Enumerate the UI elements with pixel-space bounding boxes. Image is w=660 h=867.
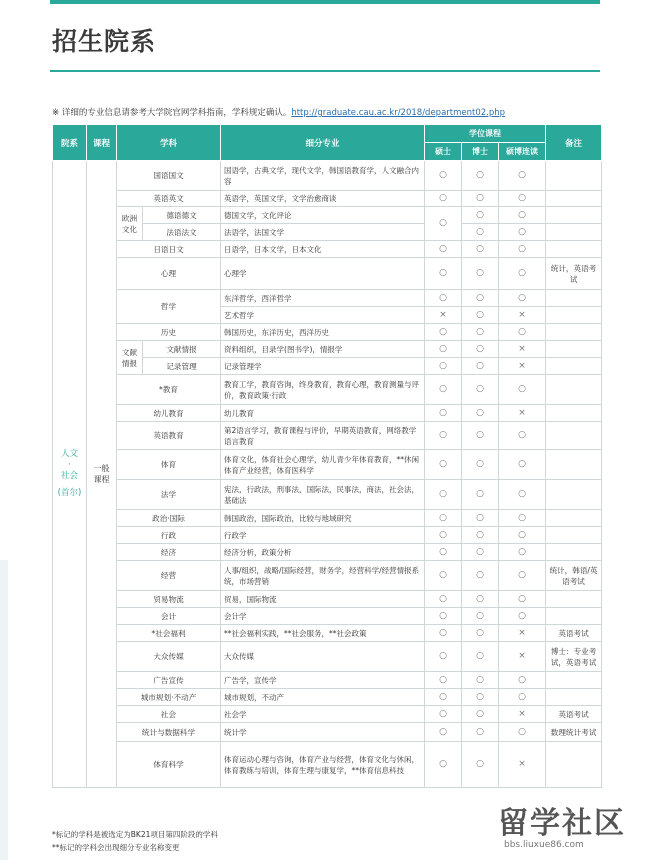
watermark-logo: 留学社区 — [498, 806, 626, 841]
detail-cell: 法语学，法国文学 — [221, 224, 425, 241]
header-master: 硕士 — [425, 143, 462, 161]
header-subject: 学科 — [117, 125, 221, 161]
subject-cell: 法学 — [117, 480, 221, 510]
subject-cell: 英语教育 — [117, 422, 221, 450]
table-row — [53, 341, 602, 358]
remark-cell — [546, 290, 602, 307]
integrated-mark: × — [499, 307, 546, 324]
integrated-mark: ○ — [499, 375, 546, 405]
master-mark: ○ — [425, 341, 462, 358]
remark-cell — [546, 161, 602, 191]
table-row — [53, 375, 602, 405]
subject-cell: 贸易物流 — [117, 591, 221, 608]
master-mark: ○ — [425, 672, 462, 689]
detail-cell: 韩国历史，东洋历史，西洋历史 — [221, 324, 425, 341]
remark-cell: 统计，英语考试 — [546, 258, 602, 290]
master-mark: ○ — [425, 422, 462, 450]
subject-cell: 体育科学 — [117, 742, 221, 788]
remark-cell — [546, 591, 602, 608]
integrated-mark: ○ — [499, 258, 546, 290]
header-integrated: 硕博连读 — [499, 143, 546, 161]
detail-cell: 幼儿教育 — [221, 405, 425, 422]
integrated-mark: ○ — [499, 723, 546, 742]
college-label-1: 人文 — [60, 449, 78, 459]
doctor-mark: ○ — [462, 561, 499, 591]
table-row — [53, 742, 602, 788]
detail-cell: 经济分析，政策分析 — [221, 544, 425, 561]
subject-cell: 经济 — [117, 544, 221, 561]
subject-cell: 广告宣传 — [117, 672, 221, 689]
detail-cell: 城市规划，不动产 — [221, 689, 425, 706]
detail-cell: 贸易，国际物流 — [221, 591, 425, 608]
master-mark: ○ — [425, 544, 462, 561]
table-row — [53, 450, 602, 480]
master-mark: ○ — [425, 258, 462, 290]
detail-cell: 行政学 — [221, 527, 425, 544]
doctor-mark: ○ — [462, 224, 499, 241]
header-detail: 细分专业 — [221, 125, 425, 161]
doctor-mark: ○ — [462, 625, 499, 642]
detail-cell: 艺术哲学 — [221, 307, 425, 324]
detail-cell: 第2语言学习，教育课程与评价，早期英语教育，网络教学语言教育 — [221, 422, 425, 450]
remark-cell: 英语考试 — [546, 625, 602, 642]
subject-cell: 记录管理 — [143, 358, 221, 375]
detail-cell: 心理学 — [221, 258, 425, 290]
subject-cell: 法语法文 — [143, 224, 221, 241]
subject-cell: 大众传媒 — [117, 642, 221, 672]
detail-cell: 统计学 — [221, 723, 425, 742]
integrated-mark: × — [499, 706, 546, 723]
table-row — [53, 161, 602, 191]
detail-cell: 体育运动心理与咨询，体育产业与经营，体育文化与休闲，体育教练与培训，体育生理与康复学，**体育信息科技 — [221, 742, 425, 788]
remark-cell — [546, 527, 602, 544]
subject-cell: 国语国文 — [117, 161, 221, 191]
watermark — [498, 798, 626, 850]
course-cell — [87, 161, 117, 788]
doctor-mark: ○ — [462, 422, 499, 450]
detail-cell: 广告学，宣传学 — [221, 672, 425, 689]
footnotes — [52, 828, 218, 854]
doctor-mark: ○ — [462, 358, 499, 375]
table-row — [53, 510, 602, 527]
table-row — [53, 258, 602, 290]
table-row — [53, 706, 602, 723]
remark-cell — [546, 341, 602, 358]
remark-cell — [546, 450, 602, 480]
subject-cell: 经营 — [117, 561, 221, 591]
detail-cell: 社会学 — [221, 706, 425, 723]
master-mark: ○ — [425, 161, 462, 191]
table-row — [53, 480, 602, 510]
integrated-mark: ○ — [499, 510, 546, 527]
integrated-mark: ○ — [499, 191, 546, 207]
detail-cell: 东洋哲学，西洋哲学 — [221, 290, 425, 307]
table-row — [53, 672, 602, 689]
doctor-mark: ○ — [462, 672, 499, 689]
master-mark: × — [425, 307, 462, 324]
detail-cell: 日语学，日本文学，日本文化 — [221, 241, 425, 258]
department-link[interactable]: http://graduate.cau.ac.kr/2018/department02.php — [291, 108, 506, 118]
subject-cell: 体育 — [117, 450, 221, 480]
department-table — [52, 124, 602, 788]
doctor-mark: ○ — [462, 241, 499, 258]
page-title: 招生院系 — [52, 27, 157, 56]
detail-cell: 体育文化，体育社会心理学，幼儿青少年体育教育，**休闲体育产业经营，体育医科学 — [221, 450, 425, 480]
doctor-mark: ○ — [462, 689, 499, 706]
subject-cell: 德语德文 — [143, 207, 221, 224]
table-row — [53, 591, 602, 608]
remark-cell — [546, 207, 602, 224]
top-accent-rule — [50, 0, 600, 4]
master-mark: ○ — [425, 241, 462, 258]
detail-cell: 国语学，古典文学，现代文学，韩国语教育学，人文融合内容 — [221, 161, 425, 191]
master-mark: ○ — [425, 358, 462, 375]
info-note-text: ※ 详细的专业信息请参考大学院官网学科指南，学科规定确认。 — [52, 108, 292, 118]
subject-cell: 历史 — [117, 324, 221, 341]
left-edge-strip — [0, 560, 8, 860]
integrated-mark: × — [499, 341, 546, 358]
detail-cell: 德国文学，文化评论 — [221, 207, 425, 224]
course-label-1: 一般 — [93, 464, 110, 473]
subject-cell: 哲学 — [117, 290, 221, 324]
integrated-mark: × — [499, 742, 546, 788]
master-mark: ○ — [425, 375, 462, 405]
detail-cell: 资料组织，目录学(图书学)，情报学 — [221, 341, 425, 358]
integrated-mark: ○ — [499, 422, 546, 450]
detail-cell: 人事/组织，战略/国际经营，财务学，经营科学/经营情报系统，市场营销 — [221, 561, 425, 591]
table-row — [53, 544, 602, 561]
subject-cell: 会计 — [117, 608, 221, 625]
subject-cell: *社会福利 — [117, 625, 221, 642]
table-row — [53, 689, 602, 706]
doctor-mark: ○ — [462, 191, 499, 207]
integrated-mark: ○ — [499, 290, 546, 307]
integrated-mark: ○ — [499, 527, 546, 544]
group-cell: 文献情报 — [117, 341, 143, 375]
master-mark: ○ — [425, 625, 462, 642]
integrated-mark: ○ — [499, 544, 546, 561]
integrated-mark: × — [499, 405, 546, 422]
doctor-mark: ○ — [462, 527, 499, 544]
header-degree: 学位课程 — [425, 125, 546, 143]
master-mark: ○ — [425, 510, 462, 527]
subject-cell: 行政 — [117, 527, 221, 544]
subject-cell: *教育 — [117, 375, 221, 405]
subject-cell: 文献情报 — [143, 341, 221, 358]
integrated-mark: ○ — [499, 224, 546, 241]
remark-cell — [546, 480, 602, 510]
doctor-mark: ○ — [462, 324, 499, 341]
remark-cell — [546, 224, 602, 241]
master-mark: ○ — [425, 742, 462, 788]
master-mark: ○ — [425, 191, 462, 207]
integrated-mark: ○ — [499, 672, 546, 689]
doctor-mark: ○ — [462, 723, 499, 742]
master-mark: ○ — [425, 480, 462, 510]
header-remark: 备注 — [546, 125, 602, 161]
doctor-mark: ○ — [462, 742, 499, 788]
integrated-mark: ○ — [499, 241, 546, 258]
doctor-mark: ○ — [462, 341, 499, 358]
remark-cell — [546, 324, 602, 341]
remark-cell — [546, 191, 602, 207]
header-college: 院系 — [53, 125, 87, 161]
table-row — [53, 625, 602, 642]
info-note — [52, 106, 505, 118]
integrated-mark: × — [499, 358, 546, 375]
remark-cell — [546, 608, 602, 625]
doctor-mark: ○ — [462, 290, 499, 307]
remark-cell — [546, 510, 602, 527]
integrated-mark: ○ — [499, 561, 546, 591]
integrated-mark: × — [499, 642, 546, 672]
footnote-2: **标记的学科会出现细分专业名称变更 — [52, 843, 180, 852]
master-mark: ○ — [425, 405, 462, 422]
table-row — [53, 642, 602, 672]
table-row — [53, 241, 602, 258]
header-course: 课程 — [87, 125, 117, 161]
remark-cell — [546, 689, 602, 706]
master-mark: ○ — [425, 527, 462, 544]
integrated-mark: ○ — [499, 689, 546, 706]
table-row — [53, 191, 602, 207]
remark-cell — [546, 742, 602, 788]
detail-cell: **社会福利实践，**社会服务，**社会政策 — [221, 625, 425, 642]
doctor-mark: ○ — [462, 258, 499, 290]
doctor-mark: ○ — [462, 405, 499, 422]
subject-cell: 城市规划·不动产 — [117, 689, 221, 706]
detail-cell: 宪法，行政法，刑事法，国际法，民事法，商法，社会法，基础法 — [221, 480, 425, 510]
remark-cell — [546, 358, 602, 375]
doctor-mark: ○ — [462, 480, 499, 510]
subject-cell: 英语英文 — [117, 191, 221, 207]
doctor-mark: ○ — [462, 591, 499, 608]
doctor-mark: ○ — [462, 450, 499, 480]
college-label-4: (首尔) — [57, 488, 82, 498]
table-row — [53, 723, 602, 742]
detail-cell: 英语学，英国文学，文学治愈商谈 — [221, 191, 425, 207]
doctor-mark: ○ — [462, 510, 499, 527]
table-row — [53, 207, 602, 224]
detail-cell: 会计学 — [221, 608, 425, 625]
college-label-2: · — [68, 460, 71, 470]
remark-cell: 英语考试 — [546, 706, 602, 723]
watermark-url: bbs.liuxue86.com — [504, 840, 584, 850]
remark-cell: 统计，韩语/英语考试 — [546, 561, 602, 591]
detail-cell: 教育工学，教育咨询，终身教育，教育心理，教育测量与评价，教育政策·行政 — [221, 375, 425, 405]
remark-cell — [546, 405, 602, 422]
master-mark: ○ — [425, 290, 462, 307]
master-mark: ○ — [425, 324, 462, 341]
integrated-mark: ○ — [499, 591, 546, 608]
table-row — [53, 290, 602, 307]
master-mark: ○ — [425, 642, 462, 672]
doctor-mark: ○ — [462, 608, 499, 625]
college-cell — [53, 161, 87, 788]
master-mark: ○ — [425, 591, 462, 608]
remark-cell: 博士：专业考试，英语考试 — [546, 642, 602, 672]
subject-cell: 心理 — [117, 258, 221, 290]
subject-cell: 日语日文 — [117, 241, 221, 258]
master-mark: ○ — [425, 450, 462, 480]
doctor-mark: ○ — [462, 307, 499, 324]
integrated-mark: × — [499, 625, 546, 642]
integrated-mark: ○ — [499, 450, 546, 480]
group-cell: 欧洲文化 — [117, 207, 143, 241]
doctor-mark: ○ — [462, 544, 499, 561]
integrated-mark: ○ — [499, 161, 546, 191]
integrated-mark: ○ — [499, 480, 546, 510]
table-row — [53, 527, 602, 544]
integrated-mark: ○ — [499, 207, 546, 224]
table-row — [53, 422, 602, 450]
table-row — [53, 405, 602, 422]
subject-cell: 幼儿教育 — [117, 405, 221, 422]
doctor-mark: ○ — [462, 706, 499, 723]
table-row — [53, 608, 602, 625]
doctor-mark: ○ — [462, 161, 499, 191]
remark-cell — [546, 422, 602, 450]
college-label-3: 社会 — [60, 471, 78, 481]
remark-cell — [546, 375, 602, 405]
title-divider — [50, 70, 600, 72]
remark-cell — [546, 672, 602, 689]
course-label-2: 课程 — [93, 475, 110, 484]
integrated-mark: ○ — [499, 324, 546, 341]
doctor-mark: ○ — [462, 375, 499, 405]
master-mark: ○ — [425, 207, 462, 241]
footnote-1: *标记的学科是被选定为BK21项目第四阶段的学科 — [52, 830, 218, 839]
table-row — [53, 561, 602, 591]
master-mark: ○ — [425, 689, 462, 706]
doctor-mark: ○ — [462, 207, 499, 224]
subject-cell: 政治·国际 — [117, 510, 221, 527]
master-mark: ○ — [425, 723, 462, 742]
master-mark: ○ — [425, 561, 462, 591]
detail-cell: 大众传媒 — [221, 642, 425, 672]
remark-cell: 数理统计考试 — [546, 723, 602, 742]
subject-cell: 统计与数据科学 — [117, 723, 221, 742]
detail-cell: 记录管理学 — [221, 358, 425, 375]
header-doctor: 博士 — [462, 143, 499, 161]
master-mark: ○ — [425, 706, 462, 723]
detail-cell: 韩国政治，国际政治，比较与地域研究 — [221, 510, 425, 527]
master-mark: ○ — [425, 608, 462, 625]
doctor-mark: ○ — [462, 642, 499, 672]
remark-cell — [546, 544, 602, 561]
remark-cell — [546, 241, 602, 258]
integrated-mark: ○ — [499, 608, 546, 625]
remark-cell — [546, 307, 602, 324]
subject-cell: 社会 — [117, 706, 221, 723]
table-row — [53, 324, 602, 341]
